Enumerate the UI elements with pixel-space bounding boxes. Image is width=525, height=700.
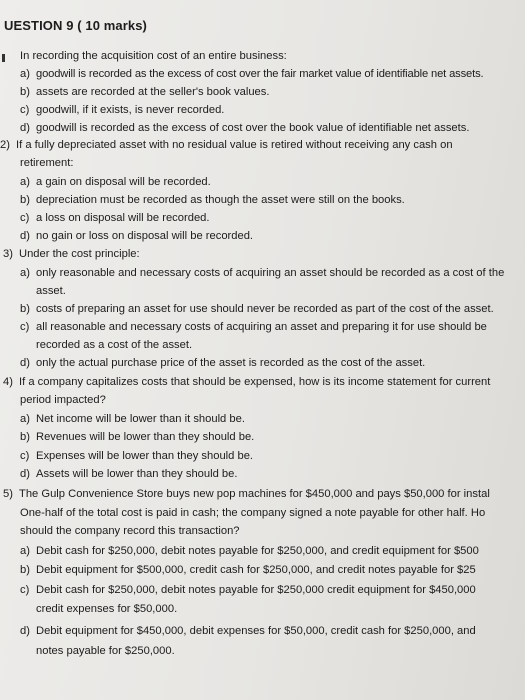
q5-option-d-cont: notes payable for $250,000. <box>36 645 175 657</box>
q1-option-b: b) assets are recorded at the seller's book values. <box>20 86 270 98</box>
q2-option-b: b) depreciation must be recorded as though the asset were still on the books. <box>20 194 405 206</box>
question-1-stem: In recording the acquisition cost of an entire business: <box>20 50 287 62</box>
q2-option-c: c) a loss on disposal will be recorded. <box>20 212 210 224</box>
question-2-stem: 2) If a fully depreciated asset with no residual value is retired without receiving any cash on <box>0 139 453 151</box>
q1-option-a: a) goodwill is recorded as the excess of cost over the fair market value of identifiable net assets. <box>20 68 484 80</box>
question-2-stem-cont: retirement: <box>20 157 74 169</box>
q3-option-c-cont: recorded as a cost of the asset. <box>36 339 193 351</box>
q3-option-c: c) all reasonable and necessary costs of acquiring an asset and preparing it for use should be <box>20 321 487 333</box>
q3-option-d: d) only the actual purchase price of the asset is recorded as the cost of the asset. <box>20 357 426 369</box>
q3-option-a-cont: asset. <box>36 285 66 297</box>
q5-option-c: c) Debit cash for $250,000, debit notes payable for $250,000 credit equipment for $450,000 <box>20 584 476 596</box>
bullet-mark <box>2 54 5 62</box>
q5-option-b: b) Debit equipment for $500,000, credit cash for $250,000, and credit notes payable for $25 <box>20 564 476 576</box>
question-heading: UESTION 9 ( 10 marks) <box>4 18 147 33</box>
q1-option-d: d) goodwill is recorded as the excess of cost over the book value of identifiable net assets. <box>20 122 470 134</box>
q4-option-c: c) Expenses will be lower than they should be. <box>20 450 254 462</box>
question-5-stem-cont-2: should the company record this transaction? <box>20 525 240 537</box>
question-4-stem-cont: period impacted? <box>20 394 106 406</box>
q5-option-c-cont: credit expenses for $50,000. <box>36 603 178 615</box>
q2-option-d: d) no gain or loss on disposal will be recorded. <box>20 230 254 242</box>
question-4-stem: 4) If a company capitalizes costs that should be expensed, how is its income statement for current <box>3 376 491 388</box>
q4-option-d: d) Assets will be lower than they should be. <box>20 468 238 480</box>
q4-option-b: b) Revenues will be lower than they should be. <box>20 431 255 443</box>
question-5-stem: 5) The Gulp Convenience Store buys new pop machines for $450,000 and pays $50,000 for instal <box>3 488 490 500</box>
question-3-stem: 3) Under the cost principle: <box>3 248 140 260</box>
q4-option-a: a) Net income will be lower than it should be. <box>20 413 245 425</box>
q5-option-a: a) Debit cash for $250,000, debit notes payable for $250,000, and credit equipment for $500 <box>20 545 479 557</box>
q3-option-b: b) costs of preparing an asset for use should never be recorded as part of the cost of the asset. <box>20 303 494 315</box>
question-5-stem-cont-1: One-half of the total cost is paid in cash; the company signed a note payable for other half. Ho <box>20 507 486 519</box>
q1-option-c: c) goodwill, if it exists, is never recorded. <box>20 104 225 116</box>
q5-option-d: d) Debit equipment for $450,000, debit expenses for $50,000, credit cash for $250,000, and <box>20 625 476 637</box>
q2-option-a: a) a gain on disposal will be recorded. <box>20 176 211 188</box>
q3-option-a: a) only reasonable and necessary costs of acquiring an asset should be recorded as a cost of the <box>20 267 505 279</box>
